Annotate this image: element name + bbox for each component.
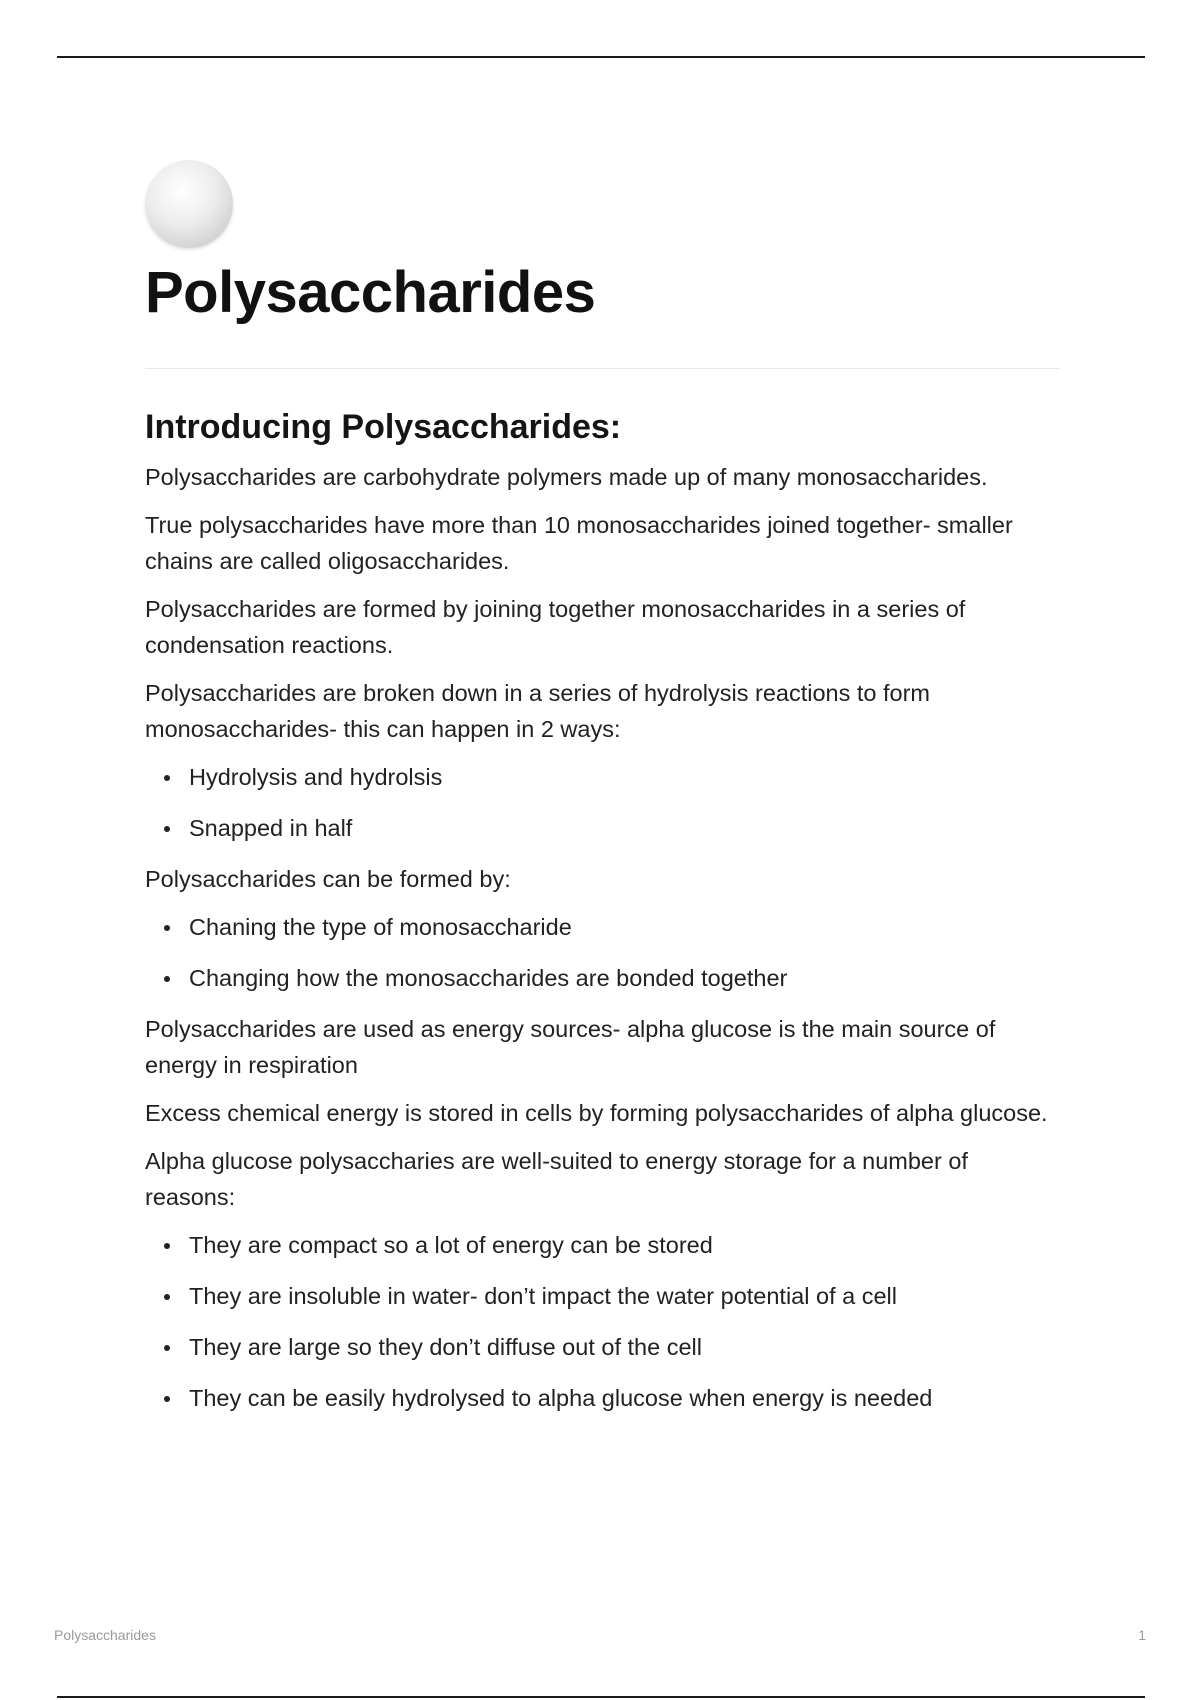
storage-reasons-list xyxy=(145,1227,1060,1416)
page-title: Polysaccharides xyxy=(145,260,596,325)
paragraph: Polysaccharides are broken down in a series of hydrolysis reactions to form monosaccharides- this can happen in 2 ways: xyxy=(145,680,931,742)
document-body xyxy=(145,250,1060,1431)
top-rule xyxy=(57,56,1145,58)
paragraph: Excess chemical energy is stored in cells by forming polysaccharides of alpha glucose. xyxy=(145,1100,1048,1126)
paragraph: Polysaccharides are carbohydrate polymers made up of many monosaccharides. xyxy=(145,464,988,490)
bottom-rule xyxy=(57,1696,1145,1698)
footer-page-number: 1 xyxy=(1138,1627,1146,1643)
list-item: They are compact so a lot of energy can be stored xyxy=(189,1227,1060,1263)
list-item: Chaning the type of monosaccharide xyxy=(189,909,1060,945)
list-item: They are insoluble in water- don’t impact the water potential of a cell xyxy=(189,1278,1060,1314)
paragraph: Alpha glucose polysaccharies are well-suited to energy storage for a number of reasons: xyxy=(145,1148,968,1210)
paragraph: Polysaccharides can be formed by: xyxy=(145,866,511,892)
paragraph: Polysaccharides are used as energy sources- alpha glucose is the main source of energy in respiration xyxy=(145,1016,996,1078)
grey-circle-icon xyxy=(145,160,233,248)
footer-doc-name: Polysaccharides xyxy=(54,1627,156,1643)
list-item: Snapped in half xyxy=(189,810,1060,846)
list-item: They are large so they don’t diffuse out of the cell xyxy=(189,1329,1060,1365)
title-divider xyxy=(145,368,1060,369)
list-item: Hydrolysis and hydrolsis xyxy=(189,759,1060,795)
list-item: Changing how the monosaccharides are bonded together xyxy=(189,960,1060,996)
breakdown-list xyxy=(145,759,1060,846)
list-item: They can be easily hydrolysed to alpha glucose when energy is needed xyxy=(189,1380,1060,1416)
formation-list xyxy=(145,909,1060,996)
section-heading: Introducing Polysaccharides: xyxy=(145,408,622,446)
paragraph: True polysaccharides have more than 10 monosaccharides joined together- smaller chains are called oligosaccharides. xyxy=(145,512,1013,574)
paragraph: Polysaccharides are formed by joining together monosaccharides in a series of condensation reactions. xyxy=(145,596,966,658)
